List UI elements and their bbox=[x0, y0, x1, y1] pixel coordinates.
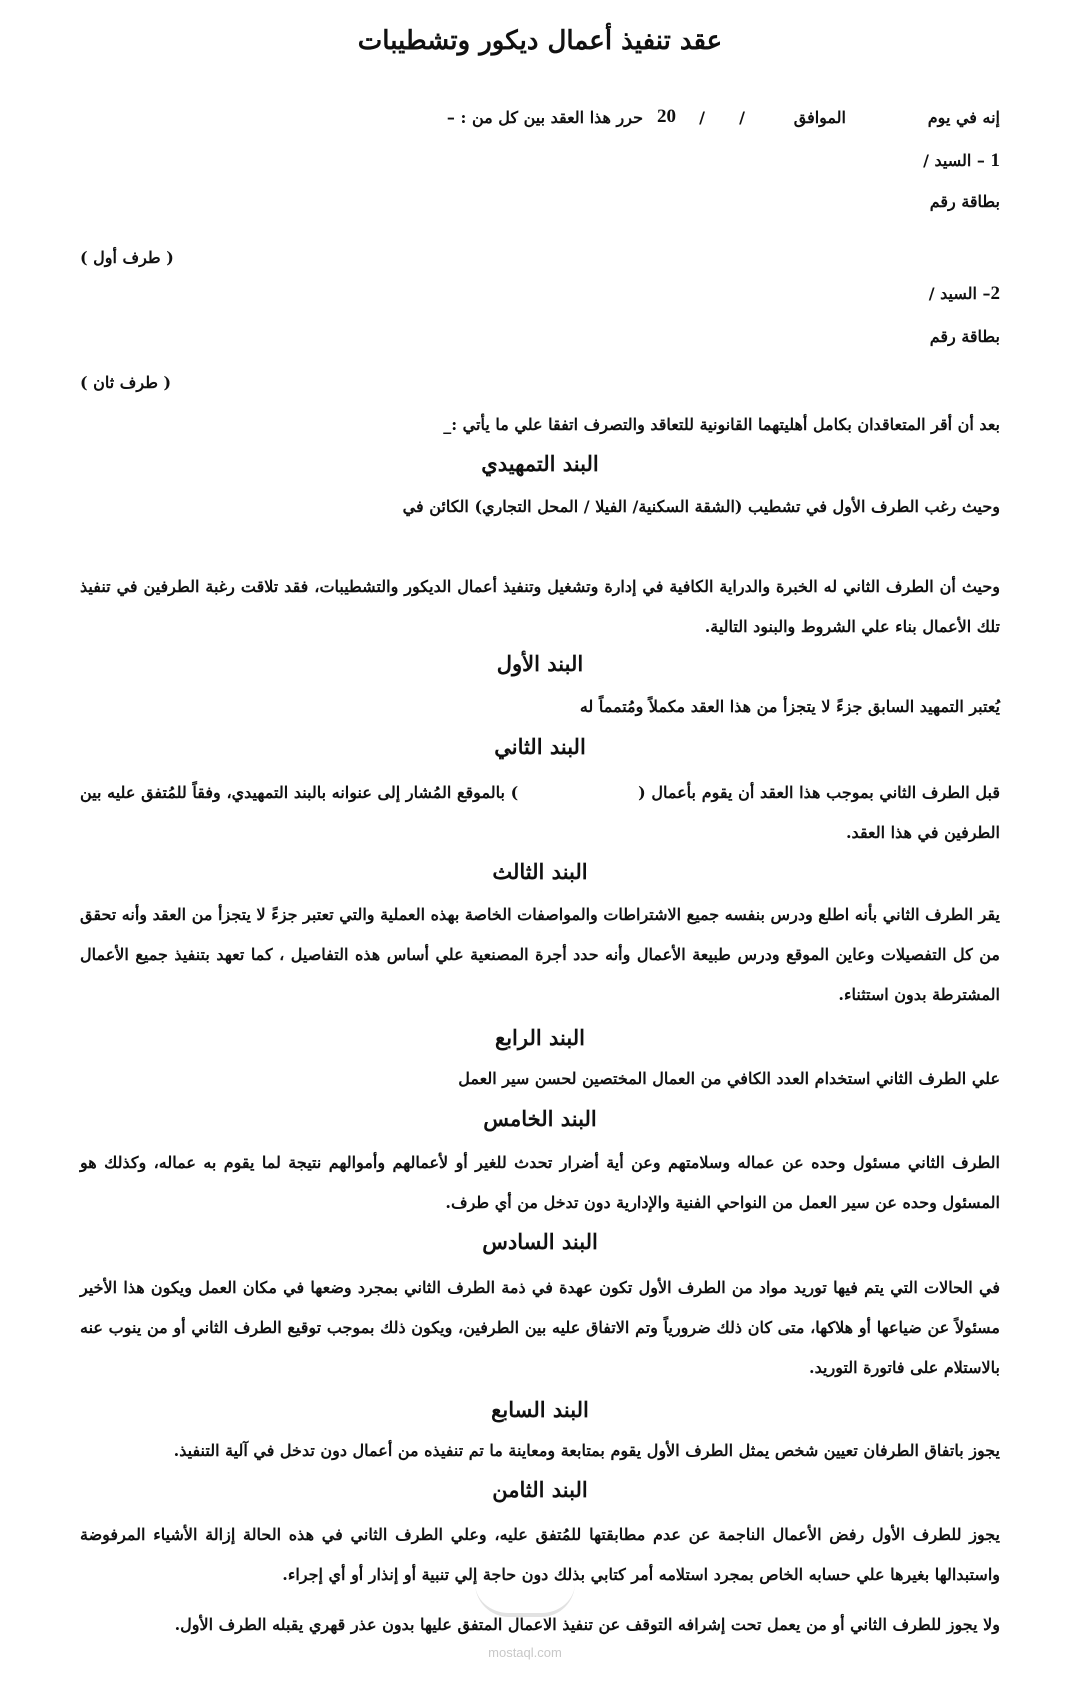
intro-year: 20 bbox=[657, 106, 676, 127]
clause-7-text: يجوز باتفاق الطرفان تعيين شخص يمثل الطرف الأول يقوم بمتابعة ومعاينة ما تم تنفيذه من أعمال دون تدخل في آلية التنفيذ. bbox=[173, 1441, 1000, 1460]
clause-heading-3: البند الثالث bbox=[492, 859, 588, 884]
party2-name-label: – السيد / bbox=[928, 284, 991, 303]
preamble-text-2: وحيث أن الطرف الثاني له الخبرة والدراية الكافية في إدارة وتشغيل وتنفيذ أعمال الديكور والتشطيبات، فقد تلاقت رغبة الطرفين في تنفيذ تلك الأعمال بناء علي الشروط والبنود التالية. bbox=[80, 577, 1000, 636]
clause-6-text: في الحالات التي يتم فيها توريد مواد من الطرف الأول تكون عهدة في ذمة الطرف الثاني بمجرد وضعها في مكان العمل ويكون هذا الأخير مسئولاً عن ضياعها أو هلاكها، متى كان ذلك ضرورياً وتم الاتفاق عليه بين الطرفين، ويكون ذلك بموجب توقيع الطرف الثاني أو من ينوب عنه بالاستلام على فاتورة التوريد. bbox=[80, 1278, 1000, 1377]
clause-heading-6: البند السادس bbox=[482, 1229, 598, 1254]
clause-3-text: يقر الطرف الثاني بأنه اطلع ودرس بنفسه جميع الاشتراطات والمواصفات الخاصة بهذه العملية والتي تعتبر جزءً لا يتجزأ من العقد وأنه تحقق من كل التفصيلات وعاين الموقع ودرس طبيعة الأعمال وأنه حدد أجرة المصنعية علي أساس هذه التفاصيل ، كما تعهد بتنفيذ جميع الأعمال المشترطة بدون استثناء. bbox=[80, 905, 1000, 1004]
clause-5-text: الطرف الثاني مسئول وحده عن عماله وسلامتهم وعن أية أضرار تحدث للغير أو لأعمالهم وأموالهم نتيجة لما يقوم به عماله، وكذلك هو المسئول وحده عن سير العمل من النواحي الفنية والإدارية دون تدخل من أي طرف. bbox=[80, 1153, 1000, 1212]
clause-heading-7: البند السابع bbox=[491, 1397, 589, 1422]
clause-heading-4: البند الرابع bbox=[495, 1025, 585, 1050]
intro-corresponding-label: الموافق bbox=[793, 108, 846, 127]
clause-heading-2: البند الثاني bbox=[494, 734, 586, 759]
document-title: عقد تنفيذ أعمال ديكور وتشطيبات bbox=[357, 26, 723, 56]
clause-2-text bbox=[80, 773, 1000, 853]
party1-line bbox=[923, 150, 1000, 172]
clause-8-text-2: ولا يجوز للطرف الثاني أو من يعمل تحت إشرافه التوقف عن تنفيذ الاعمال المتفق عليها بدون عذر قهري يقبله الطرف الأول. bbox=[174, 1615, 1000, 1634]
intro-day-label: إنه في يوم bbox=[927, 108, 1000, 127]
party2-id-label: بطاقة رقم bbox=[929, 327, 1000, 346]
clause-heading-preamble: البند التمهيدي bbox=[481, 451, 599, 476]
party2-number: 2 bbox=[990, 283, 1000, 304]
clause-8-text: يجوز للطرف الأول رفض الأعمال الناجمة عن عدم مطابقتها للمُتفق عليه، وعلي الطرف الثاني في هذه الحالة إزالة الأشياء المرفوضة واستبدالها بغيرها علي حسابه الخاص بمجرد استلامه أمر كتابي بذلك دون حاجة إلي تنبية أو إنذار أو أي إجراء. bbox=[80, 1525, 1000, 1584]
preamble-text: وحيث رغب الطرف الأول في تشطيب (الشقة السكنية/ الفيلا / المحل التجاري) الكائن في bbox=[402, 497, 1000, 516]
watermark-text: mostaql.com bbox=[488, 1645, 562, 1660]
clause-4-text: علي الطرف الثاني استخدام العدد الكافي من العمال المختصين لحسن سير العمل bbox=[458, 1069, 1000, 1088]
party1-name-label: – السيد / bbox=[923, 151, 985, 170]
party2-line bbox=[929, 283, 1000, 305]
party2-role: ( طرف ثان ) bbox=[80, 373, 172, 392]
party1-number: 1 bbox=[990, 150, 1000, 171]
party1-id-label: بطاقة رقم bbox=[929, 192, 1000, 211]
agreement-line: بعد أن أقر المتعاقدان بكامل أهليتهما القانونية للتعاقد والتصرف اتفقا علي ما يأتي :_ bbox=[443, 415, 1000, 434]
clause-2-text-a: قبل الطرف الثاني بموجب هذا العقد أن يقوم بأعمال ( bbox=[638, 783, 1001, 802]
party1-role: ( طرف أول ) bbox=[80, 248, 174, 267]
clause-heading-5: البند الخامس bbox=[483, 1106, 597, 1131]
intro-between-text: حرر هذا العقد بين كل من : – bbox=[446, 108, 643, 127]
clause-2-text-b: ) بالموقع المُشار إلى عنوانه بالبند التمهيدي، وفقاً للمُتفق عليه بين الطرفين في هذا العقد. bbox=[80, 783, 1000, 842]
intro-slash-2: / bbox=[699, 108, 705, 127]
clause-heading-8: البند الثامن bbox=[492, 1477, 588, 1502]
intro-slash-1: / bbox=[739, 108, 745, 127]
clause-heading-1: البند الأول bbox=[496, 651, 584, 676]
watermark-logo-shape bbox=[475, 1583, 575, 1617]
clause-1-text: يُعتبر التمهيد السابق جزءً لا يتجزأ من هذا العقد مكملاً ومُتمماً له bbox=[579, 697, 1000, 716]
